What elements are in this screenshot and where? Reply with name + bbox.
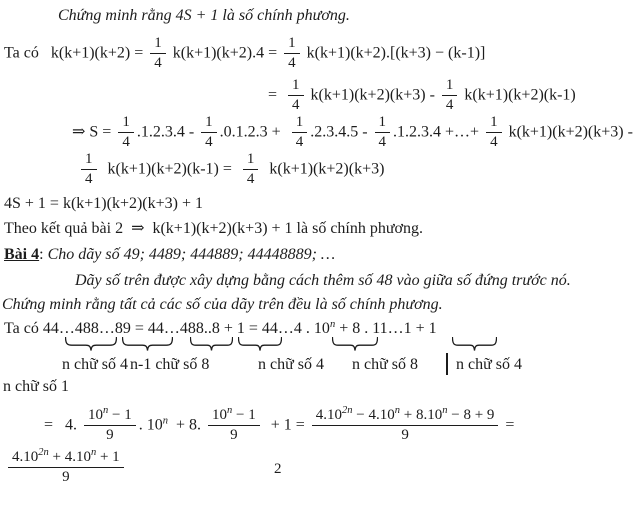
text-run: 4 (295, 133, 304, 150)
math-line-expand-1 (4, 36, 485, 72)
text-run: 9 (106, 426, 114, 443)
text-run: . 10 (138, 416, 163, 434)
text-run: 10 (88, 407, 104, 423)
text-run: 1 (288, 35, 296, 51)
text-run: 1 (378, 114, 387, 130)
text-run: + 8 . 11…1 + 1 (335, 320, 437, 337)
text-run: − 1 (108, 407, 132, 423)
text-run: = (268, 86, 286, 104)
brace-label-3: n chữ số 4 (258, 356, 324, 373)
brace-label-4: n chữ số 8 (352, 356, 418, 373)
math-line-result-fraction (5, 447, 127, 486)
math-line-equation (44, 405, 515, 444)
fraction (292, 115, 308, 151)
underbrace-3 (190, 336, 233, 351)
text-run: 4 (292, 96, 300, 113)
text-run: 1 (445, 77, 454, 93)
text-run: ⇒ S = (72, 123, 116, 141)
text-run: 1 (85, 151, 93, 167)
superscript: n (103, 405, 109, 416)
brace-label-1: n chữ số 4 (62, 356, 128, 373)
superscript: n (227, 405, 233, 416)
fraction (150, 36, 166, 72)
text-run: 9 (230, 426, 238, 443)
problem-description (75, 271, 571, 291)
text-run: = (501, 416, 515, 434)
superscript: n (442, 405, 448, 416)
text-run: : (39, 246, 48, 263)
superscript: 2n (38, 447, 49, 458)
text-run: 1 (122, 114, 130, 130)
fraction (8, 447, 124, 486)
text-run: 4 (205, 133, 213, 150)
math-line-4s-plus-1 (4, 194, 203, 214)
math-line-sum (72, 115, 633, 151)
statement-line (58, 6, 350, 26)
text-run: 4 (122, 133, 130, 150)
text-run: k(k+1)(k+2)(k-1) = (99, 160, 240, 178)
superscript: n (394, 405, 401, 416)
text-run: = 4. (44, 416, 82, 434)
text-run: 4.10 (315, 407, 343, 423)
text-run: .1.2.3.4 - (136, 123, 199, 141)
text-run: .0.1.2.3 + (219, 123, 289, 141)
fraction (81, 152, 97, 188)
text-run: .1.2.3.4 +…+ (393, 123, 484, 141)
text-run: Cho dãy số 49; 4489; 444889; 44448889; … (47, 246, 336, 263)
underbrace-4 (238, 336, 282, 351)
text-run: 1 (292, 77, 300, 93)
text-run: 4.10 (12, 449, 39, 465)
fraction (486, 115, 502, 151)
fraction (375, 115, 391, 151)
text-run: 4S + 1 = k(k+1)(k+2)(k+3) + 1 (4, 195, 204, 212)
text-run: Dãy số trên được xây dựng bằng cách thêm số 48 vào giữa số đứng trước nó. (75, 272, 571, 289)
fraction (84, 405, 136, 444)
math-line-expand-2 (268, 78, 576, 114)
math-line-sum-2 (78, 152, 384, 188)
text-run: 4 (490, 133, 498, 150)
fraction (312, 405, 499, 444)
text-run: k(k+1)(k+2).[(k+3) − (k-1)] (302, 44, 486, 62)
text-run: 1 (246, 151, 255, 167)
text-run: 10 (212, 407, 228, 423)
text-run: Chứng minh rằng 4S + 1 là số chính phương. (58, 7, 350, 24)
conclusion-line (4, 219, 423, 239)
fraction (442, 78, 458, 114)
fraction (243, 152, 259, 188)
fraction (201, 115, 217, 151)
text-run: k(k+1)(k+2)(k-1) (460, 86, 576, 104)
brace-label-wrapped: n chữ số 1 (3, 378, 69, 395)
superscript: 2n (342, 405, 353, 416)
text-run: k(k+1)(k+2)(k+3) (261, 160, 385, 178)
text-run: 4 (445, 96, 454, 113)
separator-bar (446, 353, 448, 375)
text-run: 1 (154, 35, 162, 51)
text-run: k(k+1)(k+2)(k+3) - (504, 123, 633, 141)
text-run: 9 (62, 468, 70, 485)
text-run: Theo kết quả bài 2 ⇒ k(k+1)(k+2)(k+3) + 1 là số chính phương. (4, 220, 423, 237)
text-run: 4 (378, 133, 387, 150)
text-run: + 8.10 (400, 407, 443, 423)
text-run: 4 (154, 54, 162, 71)
text-run: Ta có k(k+1)(k+2) = (4, 44, 148, 62)
underbrace-5 (332, 336, 378, 351)
fraction (284, 36, 300, 72)
text-run: − 4.10 (352, 407, 395, 423)
text-run: Chứng minh rằng tất cả các số của dãy trên đều là số chính phương. (2, 296, 443, 313)
text-run: Ta có 44…488…89 = 44…488..8 + 1 = 44…4 . 10 (4, 320, 330, 337)
text-run: .2.3.4.5 - (310, 123, 372, 141)
brace-label-2: n-1 chữ số 8 (130, 356, 210, 373)
text-run: 1 (205, 114, 213, 130)
text-run: − 1 (232, 407, 256, 423)
text-run: 4 (85, 170, 93, 187)
page-number: 2 (274, 461, 282, 477)
text-run: + 1 = (262, 416, 309, 434)
text-run: 1 (490, 114, 498, 130)
text-run: 1 (295, 114, 304, 130)
text-run: k(k+1)(k+2).4 = (168, 44, 282, 62)
fraction (288, 78, 304, 114)
text-run: − 8 + 9 (447, 407, 495, 423)
text-run: 9 (401, 426, 409, 443)
fraction (118, 115, 134, 151)
fraction (208, 405, 260, 444)
superscript: n (90, 447, 97, 458)
brace-label-5: n chữ số 4 (456, 356, 522, 373)
text-run: + 8. (168, 416, 206, 434)
text-run: 4 (246, 170, 255, 187)
superscript: n (162, 415, 168, 427)
text-run: 4 (288, 54, 296, 71)
underbrace-2 (122, 336, 173, 351)
underbrace-6 (452, 336, 497, 351)
text-run: + 1 (96, 449, 120, 465)
text-run: Bài 4 (4, 246, 40, 263)
problem-requirement (2, 295, 443, 315)
superscript: n (329, 319, 336, 330)
text-run: k(k+1)(k+2)(k+3) - (306, 86, 439, 104)
underbrace-1 (65, 336, 117, 351)
text-run: + 4.10 (48, 449, 91, 465)
problem-heading (4, 245, 335, 265)
